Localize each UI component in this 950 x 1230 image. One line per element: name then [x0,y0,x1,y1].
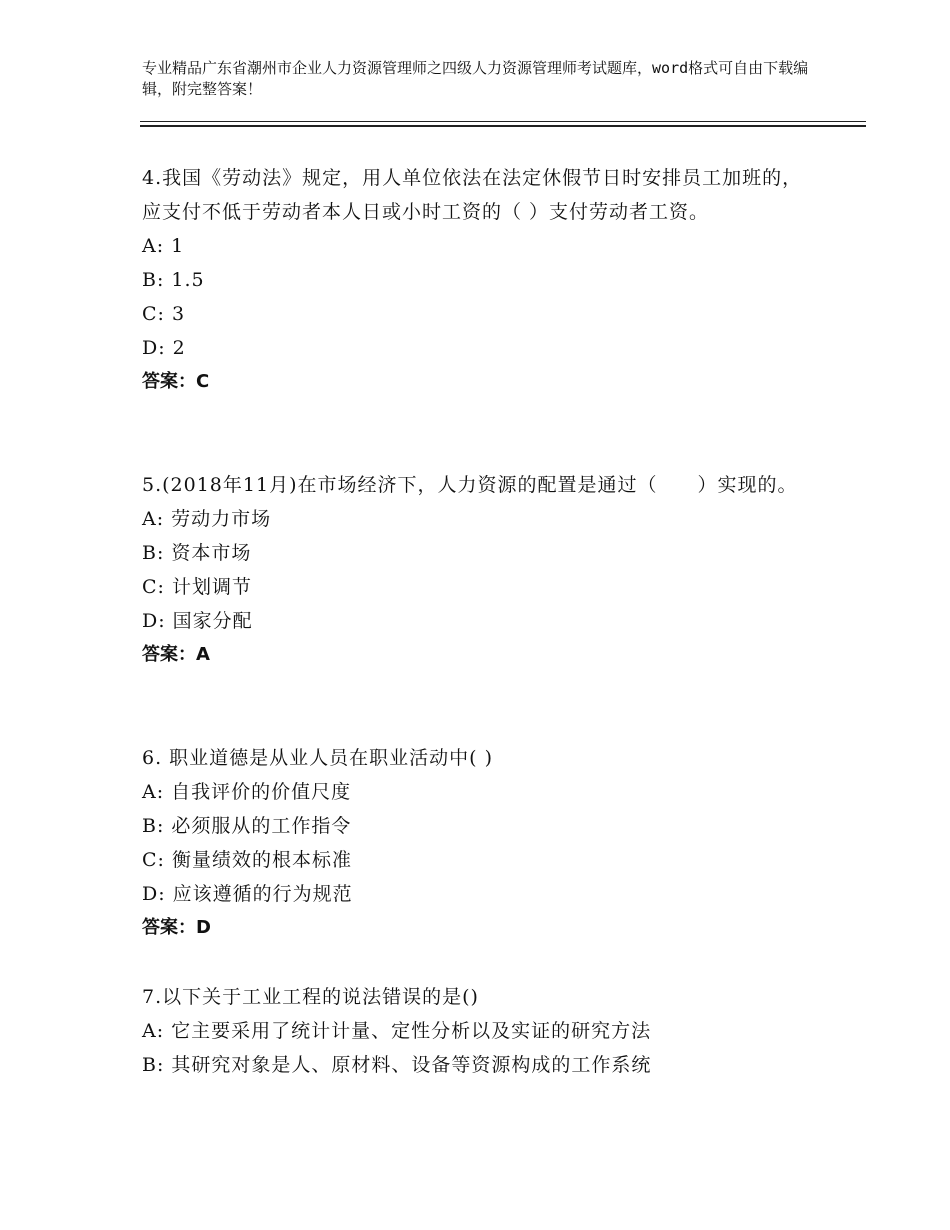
option-d: D: 2 [142,337,186,359]
option-a: A: 自我评价的价值尺度 [142,781,352,803]
option-d: D: 应该遵循的行为规范 [142,883,353,905]
question-stem: 5.(2018年11月)在市场经济下，人力资源的配置是通过（ ）实现的。 [142,474,798,496]
answer: 答案：A [142,644,210,665]
question-5 [142,468,822,672]
option-c: C: 衡量绩效的根本标准 [142,849,352,871]
answer: 答案：D [142,917,211,938]
option-b: B: 必须服从的工作指令 [142,815,352,837]
question-stem: 7.以下关于工业工程的说法错误的是() [142,986,479,1008]
question-6 [142,741,822,945]
header-divider-thin [140,121,866,122]
question-4 [142,161,822,399]
document-header: 专业精品广东省潮州市企业人力资源管理师之四级人力资源管理师考试题库，word格式可自由下载编辑，附完整答案！ [142,59,809,98]
option-b: B: 1.5 [142,269,205,291]
option-d: D: 国家分配 [142,610,253,632]
option-a: A: 劳动力市场 [142,508,272,530]
question-7 [142,980,822,1082]
answer: 答案：C [142,371,210,392]
option-b: B: 资本市场 [142,542,252,564]
option-b: B: 其研究对象是人、原材料、设备等资源构成的工作系统 [142,1054,652,1076]
option-a: A: 它主要采用了统计计量、定性分析以及实证的研究方法 [142,1020,652,1042]
option-c: C: 3 [142,303,186,325]
question-stem: 4.我国《劳动法》规定，用人单位依法在法定休假节日时安排员工加班的，应支付不低于劳动者本人日或小时工资的（ ）支付劳动者工资。 [142,167,803,223]
option-a: A: 1 [142,235,185,257]
header-divider-thick [140,125,866,127]
option-c: C: 计划调节 [142,576,252,598]
question-stem: 6. 职业道德是从业人员在职业活动中( ) [142,747,494,769]
